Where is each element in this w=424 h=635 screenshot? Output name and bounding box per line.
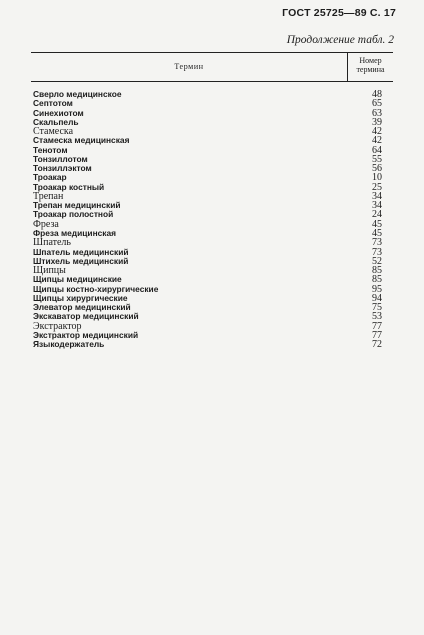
- term-list: [31, 90, 393, 349]
- column-header-term: Термин: [174, 62, 204, 71]
- table-row: [31, 183, 393, 192]
- term-name: Экскаватор медицинский: [33, 311, 139, 322]
- term-name: Скальпель: [33, 116, 79, 127]
- table-header: [31, 52, 393, 82]
- term-name: Штихель медицинский: [33, 255, 129, 266]
- term-number: 25: [372, 181, 382, 193]
- term-number: 75: [372, 302, 382, 314]
- term-number: 34: [372, 200, 382, 212]
- column-header-number: [348, 56, 393, 74]
- term-number: 42: [372, 126, 382, 138]
- table-row: [31, 229, 393, 238]
- term-number: 63: [372, 107, 382, 119]
- term-number: 48: [372, 89, 382, 100]
- term-name: Септотом: [33, 98, 73, 109]
- table-row: [31, 210, 393, 219]
- term-number: 72: [372, 339, 382, 351]
- term-name: Щипцы медицинские: [33, 274, 122, 285]
- term-name: Языкодержатель: [33, 339, 105, 350]
- term-number: 73: [372, 246, 382, 258]
- term-number: 73: [372, 237, 382, 249]
- term-number: 65: [372, 98, 382, 110]
- term-name: Экстрактор медицинский: [33, 329, 139, 340]
- term-name: Тенотом: [33, 144, 68, 155]
- term-number: 77: [372, 320, 382, 332]
- term-name: Тонзиллэктом: [33, 163, 92, 174]
- table-row: [31, 109, 393, 118]
- table-row: [31, 164, 393, 173]
- table-row: [31, 312, 393, 321]
- term-number: 95: [372, 283, 382, 295]
- table-row: [31, 136, 393, 145]
- term-number: 52: [372, 255, 382, 267]
- term-name: Щипцы костно-хирургические: [33, 283, 159, 294]
- term-number: 10: [372, 172, 382, 184]
- term-name: Фреза: [33, 218, 59, 230]
- term-name: Шпатель: [33, 237, 71, 249]
- term-number: 34: [372, 190, 382, 202]
- term-number: 85: [372, 274, 382, 286]
- term-number: 85: [372, 265, 382, 277]
- term-name: Троакар: [33, 172, 67, 183]
- term-number: 24: [372, 209, 382, 221]
- table-row: [31, 90, 393, 99]
- term-name: Щипцы хирургические: [33, 292, 128, 303]
- table-row: [31, 118, 393, 127]
- term-name: Фреза медицинская: [33, 227, 117, 238]
- term-name: Шпатель медицинский: [33, 246, 129, 257]
- column-header-number-line1: Номер: [359, 56, 382, 65]
- term-number: 56: [372, 163, 382, 175]
- page-header: ГОСТ 25725—89 С. 17: [282, 7, 396, 19]
- term-name: Сверло медицинское: [33, 89, 122, 99]
- term-name: Трепан медицинский: [33, 200, 121, 211]
- term-number: 77: [372, 329, 382, 341]
- term-number: 64: [372, 144, 382, 156]
- term-name: Щипцы: [33, 265, 66, 277]
- term-name: Троакар костный: [33, 181, 105, 192]
- table-row: [31, 340, 393, 349]
- table-continuation-caption: Продолжение табл. 2: [286, 34, 394, 46]
- table-row: [31, 257, 393, 266]
- term-name: Синехиотом: [33, 107, 84, 118]
- column-header-number-line2: термина: [356, 65, 385, 74]
- term-number: 55: [372, 153, 382, 165]
- term-number: 39: [372, 116, 382, 128]
- term-number: 94: [372, 292, 382, 304]
- term-name: Элеватор медицинский: [33, 302, 131, 313]
- term-name: Тонзиллотом: [33, 153, 88, 164]
- term-number: 45: [372, 227, 382, 239]
- term-name: Стамеска медицинская: [33, 135, 130, 146]
- term-name: Стамеска: [33, 126, 74, 138]
- term-name: Экстрактор: [33, 320, 82, 332]
- term-number: 42: [372, 135, 382, 147]
- term-name: Троакар полостной: [33, 209, 114, 220]
- term-number: 53: [372, 311, 382, 323]
- table-row: [31, 99, 393, 108]
- term-number: 45: [372, 218, 382, 230]
- term-name: Трепан: [33, 190, 64, 202]
